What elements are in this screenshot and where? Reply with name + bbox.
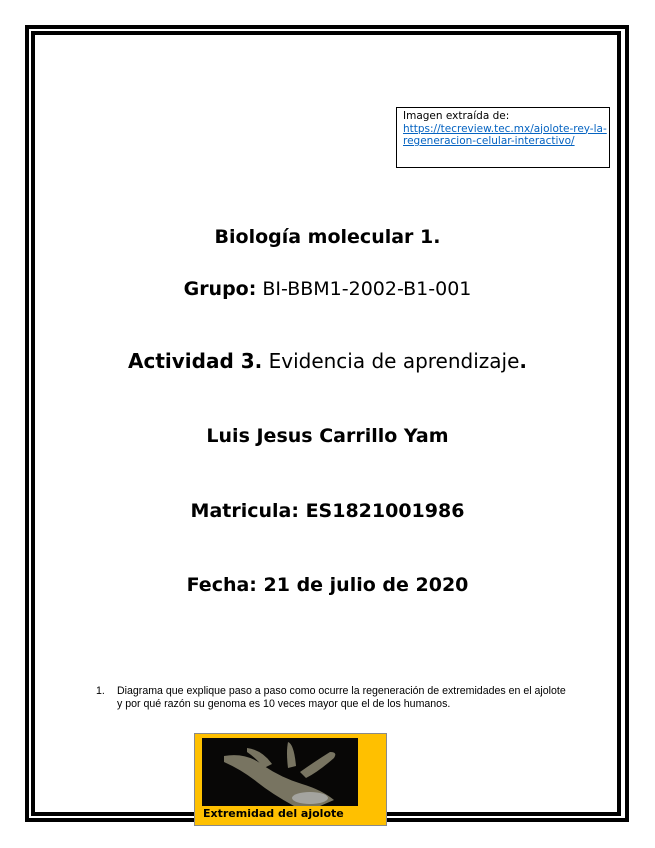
group-value: BI-BBM1-2002-B1-001 xyxy=(262,278,472,300)
figure-box xyxy=(194,733,387,826)
source-link[interactable]: https://tecreview.tec.mx/ajolote-rey-la-regeneracion-celular-interactivo/ xyxy=(403,122,607,147)
date: Fecha: 21 de julio de 2020 xyxy=(186,574,469,596)
matricula: Matricula: ES1821001986 xyxy=(190,500,465,522)
activity-value: Evidencia de aprendizaje xyxy=(268,349,520,373)
activity-line: Actividad 3. Evidencia de aprendizaje. xyxy=(127,349,528,373)
task-list-item xyxy=(96,685,566,710)
source-label: Imagen extraída de: xyxy=(403,110,510,122)
student-name: Luis Jesus Carrillo Yam xyxy=(206,425,449,447)
task-text: Diagrama que explique paso a paso como ocurre la regeneración de extremidades en el ajolote y por qué razón su genoma es 10 veces mayor que el de los humanos. xyxy=(117,685,566,710)
group-line xyxy=(0,278,655,300)
axolotl-limb-image xyxy=(202,738,358,806)
course-title: Biología molecular 1. xyxy=(214,226,441,248)
activity-label: Actividad 3. xyxy=(127,349,263,373)
image-source-textbox xyxy=(396,107,610,168)
task-number: 1. xyxy=(96,685,105,697)
axolotl-limb-icon xyxy=(202,738,358,806)
figure-caption: Extremidad del ajolote xyxy=(203,807,344,820)
group-label: Grupo: xyxy=(183,278,257,300)
